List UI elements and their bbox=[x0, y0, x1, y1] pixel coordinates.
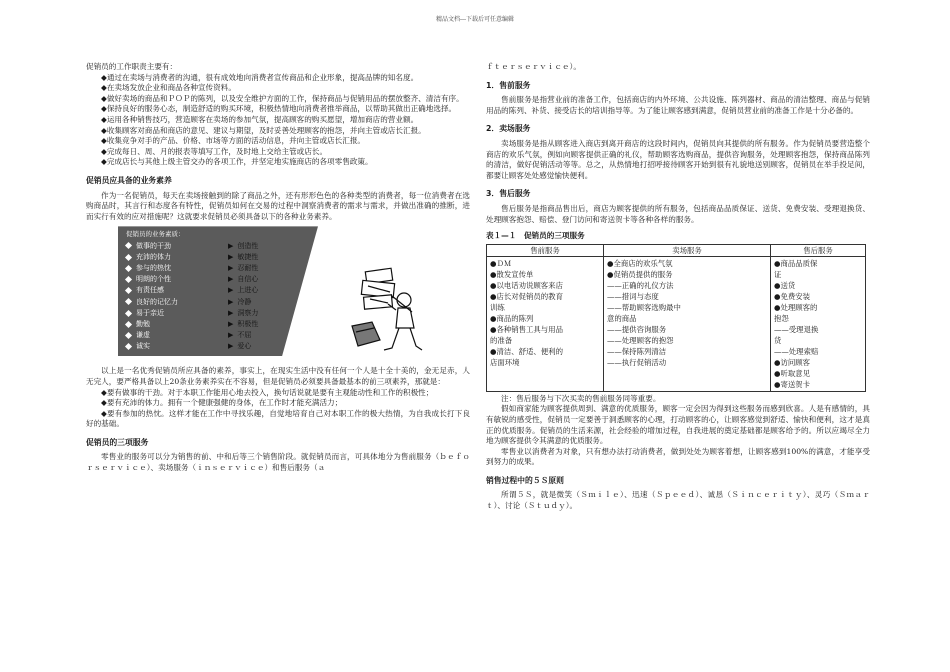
quality-item: 参与的热忱 bbox=[126, 263, 178, 274]
duty-item: ◆做好卖场的商品和ＰＯＰ的陈列，以及安全维护方面的工作，保持商品与促销用品的摆放整齐、清洁有序。 bbox=[101, 93, 464, 103]
duty-item: ◆运用各种销售技巧，营造顾客在卖场的参加气氛，提高顾客的购买愿望，增加商店的营业额。 bbox=[101, 114, 419, 124]
quality-item: ▶ 自信心 bbox=[228, 275, 259, 284]
three-services-table bbox=[486, 244, 866, 392]
table-note: 注：售后服务与下次买卖的售前服务同等重要。 bbox=[501, 393, 661, 403]
duty-item: ◆完成每日、周、月的报表等填写工作，及时地上交给主管或店长。 bbox=[101, 146, 328, 156]
quality-item: ▶ 忍耐性 bbox=[228, 263, 259, 272]
in-store-body: 卖场服务是指从顾客进入商店到离开商店的这段时间内，促销员向其提供的所有服务。作为促销员要营造整个商店的欢乐气氛，例如向顾客提供正确的礼仪，帮助顾客选购商品，提供咨询服务，处理顾客抱怨，保持商品陈列的清洁，做好促销活动等等。总之，从热情地打招呼接待顾客开始到很有礼貌地送别顾客，促销员在举手投足间，都要让顾客处处感觉愉快便利。 bbox=[486, 138, 870, 180]
qualities-title: 促销员的业务素质： bbox=[126, 230, 185, 239]
duty-item: ◆收集顾客对商品和商店的意见、建议与期望，及时妥善处理顾客的抱怨，并向主管或店长汇报。 bbox=[101, 125, 426, 135]
qualities-figure bbox=[86, 226, 470, 358]
quality-item: ▶ 爱心 bbox=[228, 342, 252, 351]
service-paragraph: 零售业以消费者为对象，只有想办法打动消费者，做到处处为顾客着想，让顾客感到100%的满意，才能享受到努力的成果。 bbox=[486, 446, 870, 467]
quality-item: ▶ 创造性 bbox=[228, 241, 259, 250]
quality-item: ▶ 冷静 bbox=[228, 297, 252, 306]
duty-item: ◆完成店长与其他上级主管交办的各项工作，并坚定地实施商店的各项零售政策。 bbox=[101, 157, 373, 167]
table-header: 售前服务 bbox=[487, 244, 604, 256]
quality-item: 诚实 bbox=[126, 341, 178, 352]
quality-item: 良好的记忆力 bbox=[126, 296, 178, 307]
table-row bbox=[487, 256, 866, 391]
duties-title: 促销员的工作职责主要有： bbox=[86, 62, 178, 71]
table-cell-after-sale: ●商品品质保 证 ●送货 ●免费安装 ●处理顾客的 抱怨 ——受理退换 货 ——处理索赔 ●访问顾客 ●听取意见 ●寄送贺卡 bbox=[771, 256, 866, 391]
page-header: 精品文档---下载后可任意编辑 bbox=[435, 16, 515, 23]
five-s-body: 所谓５Ｓ，就是微笑（Ｓｍｉｌｅ）、迅速（Ｓｐｅｅｄ）、诚恳（Ｓｉｎｃｅｒｉｔｙ）、灵巧（Ｓｍａｒｔ）、讨论（Ｓｔｕｄｙ）。 bbox=[486, 490, 870, 511]
section-heading-in-store: 2．卖场服务 bbox=[486, 124, 531, 134]
table-caption: 表１—１ 促销员的三项服务 bbox=[486, 231, 585, 241]
quality-item: 充沛的体力 bbox=[126, 252, 178, 263]
duty-item: ◆保持良好的服务心态，制造舒适的购买环境，积极热情地向消费者推举商品，以帮助其做出正确地选择。 bbox=[101, 104, 457, 114]
section-heading-qualities: 促销员应具备的业务素养 bbox=[86, 175, 172, 185]
quality-item: ▶ 洞察力 bbox=[228, 308, 259, 317]
quality-item: 易于亲近 bbox=[126, 307, 178, 318]
after-sale-body: 售后服务是指商品售出后，商店为顾客提供的所有服务，包括商品品质保证、送货、免费安装、受理退换货、处理顾客抱怨、赔偿、登门访问和寄送贺卡等各种各样的服务。 bbox=[486, 203, 870, 224]
qualities-intro: 作为一名促销员，每天在卖场接触到的除了商品之外，还有形形色色的各种类型的消费者，每一位消费者在选购商品时，其言行和态度各有特性，促销员如何在交易的过程中洞察消费者的需求与需求，并做出准确的推断，进而实行有效的应对措施呢？这就要求促销员必须具备以下的各种业务素养。 bbox=[86, 190, 470, 221]
section-heading-after-sale: 3．售后服务 bbox=[486, 189, 531, 199]
basic-quality-item: ◆要有做事的干劲。对于本职工作能用心地去投入，换句话说就是要有主观能动性和工作的积极性； bbox=[101, 387, 434, 397]
table-header-row bbox=[487, 244, 866, 256]
left-column bbox=[86, 62, 470, 474]
basic-quality-item: ◆要有充沛的体力。拥有一个健康强健的身体，在工作时才能充满活力； bbox=[101, 398, 343, 408]
table-cell-pre-sale: ●ＤＭ ●散发宣传单 ●以电话劝说顾客来店 ●店长对促销员的教育 训练 ●商品的陈列 ●各种销售工具与用品 的准备 ●清洁、舒适、便利的 店面环境 bbox=[487, 256, 604, 391]
quality-item: 有责任感 bbox=[126, 285, 178, 296]
table-header: 售后服务 bbox=[771, 244, 866, 256]
duty-item: ◆收集竞争对手的产品、价格、市场等方面的活动信息，并向主管或店长汇报。 bbox=[101, 136, 366, 146]
quality-item: 明朗的个性 bbox=[126, 274, 178, 285]
duty-item: ◆在卖场发放企业和商品各种宣传资料。 bbox=[101, 83, 236, 93]
quality-item: ▶ 上进心 bbox=[228, 286, 259, 295]
qualities-right-list bbox=[228, 240, 258, 352]
quality-item: 做事的干劲 bbox=[126, 240, 178, 251]
basic-quality-item: ◆要有参加的热忱。这样才能在工作中寻找乐趣，自觉地培育自己对本职工作的极大热情，为自我成长打下良好的基础。 bbox=[86, 408, 470, 429]
quality-item: ▶ 敏捷性 bbox=[228, 252, 259, 261]
after-figure-text: 以上是一名优秀促销员所应具备的素养，事实上，在现实生活中没有任何一个人是十全十美的，金无足赤，人无完人，要严格具备以上20条业务素养实在不容易，但是促销员必须要具备最基本的前三项素养，那就是： bbox=[86, 366, 470, 386]
section-heading-three-services: 促销员的三项服务 bbox=[86, 437, 149, 447]
right-column bbox=[486, 62, 870, 512]
quality-item: ▶ 不屈 bbox=[228, 331, 252, 340]
quality-item: 勤勉 bbox=[126, 319, 178, 330]
section-heading-5s: 销售过程中的５Ｓ原则 bbox=[486, 475, 564, 485]
continued-text: ｆｔｅｒｓｅｒｖｉｃｅ）。 bbox=[486, 62, 581, 71]
duty-item: ◆通过在卖场与消费者的沟通，很有成效地向消费者宣传商品和企业形象，提高品牌的知名度。 bbox=[101, 72, 419, 82]
three-services-intro: 零售业的服务可以分为销售的前、中和后等三个销售阶段。就促销员而言，可具体地分为售前服务（ｂｅｆｏｒｓｅｒｖｉｃｅ）、卖场服务（ｉｎｓｅｒｖｉｃｅ）和售后服务（ａ bbox=[86, 452, 470, 473]
table-cell-in-store: ●全商店的欢乐气氛 ●促销员提供的服务 ——正确的礼仪方法 ——措词与态度 ——帮助顾客选购最中 意的商品 ——提供咨询服务 ——处理顾客的抱怨 ——保持陈列清洁 ——执行促销活动 bbox=[604, 256, 771, 391]
table-header: 卖场服务 bbox=[604, 244, 771, 256]
qualities-left-list bbox=[126, 240, 178, 352]
service-paragraph: 假如商家能为顾客提供周到、满意的优质服务，顾客一定会因为得到这些服务而感到欣喜。人是有感情的，具有敏锐的感受性，促销员一定要善于洞悉顾客的心理，打动顾客的心，让顾客感觉到舒适、愉快和便利，这才是真正的优质服务。促销员的生活来源，社会经验的增加过程，自我进展的奠定基础都是顾客给予的。所以应竭尽全力地为顾客提供令其满意的优质服务。 bbox=[486, 404, 870, 446]
section-heading-pre-sale: 1．售前服务 bbox=[486, 80, 531, 90]
salesperson-carrying-boxes-illustration bbox=[344, 266, 424, 358]
pre-sale-body: 售前服务是指营业前的准备工作，包括商店的内外环境、公共设施、陈列器材、商品的清洁整理、商品与促销用品的陈列、补货、接受店长的培训指导等。为了能让顾客感到满意，促销员营业前的准备工作是十分必备的。 bbox=[486, 95, 870, 115]
quality-item: ▶ 积极性 bbox=[228, 319, 259, 328]
quality-item: 谦虚 bbox=[126, 330, 178, 341]
